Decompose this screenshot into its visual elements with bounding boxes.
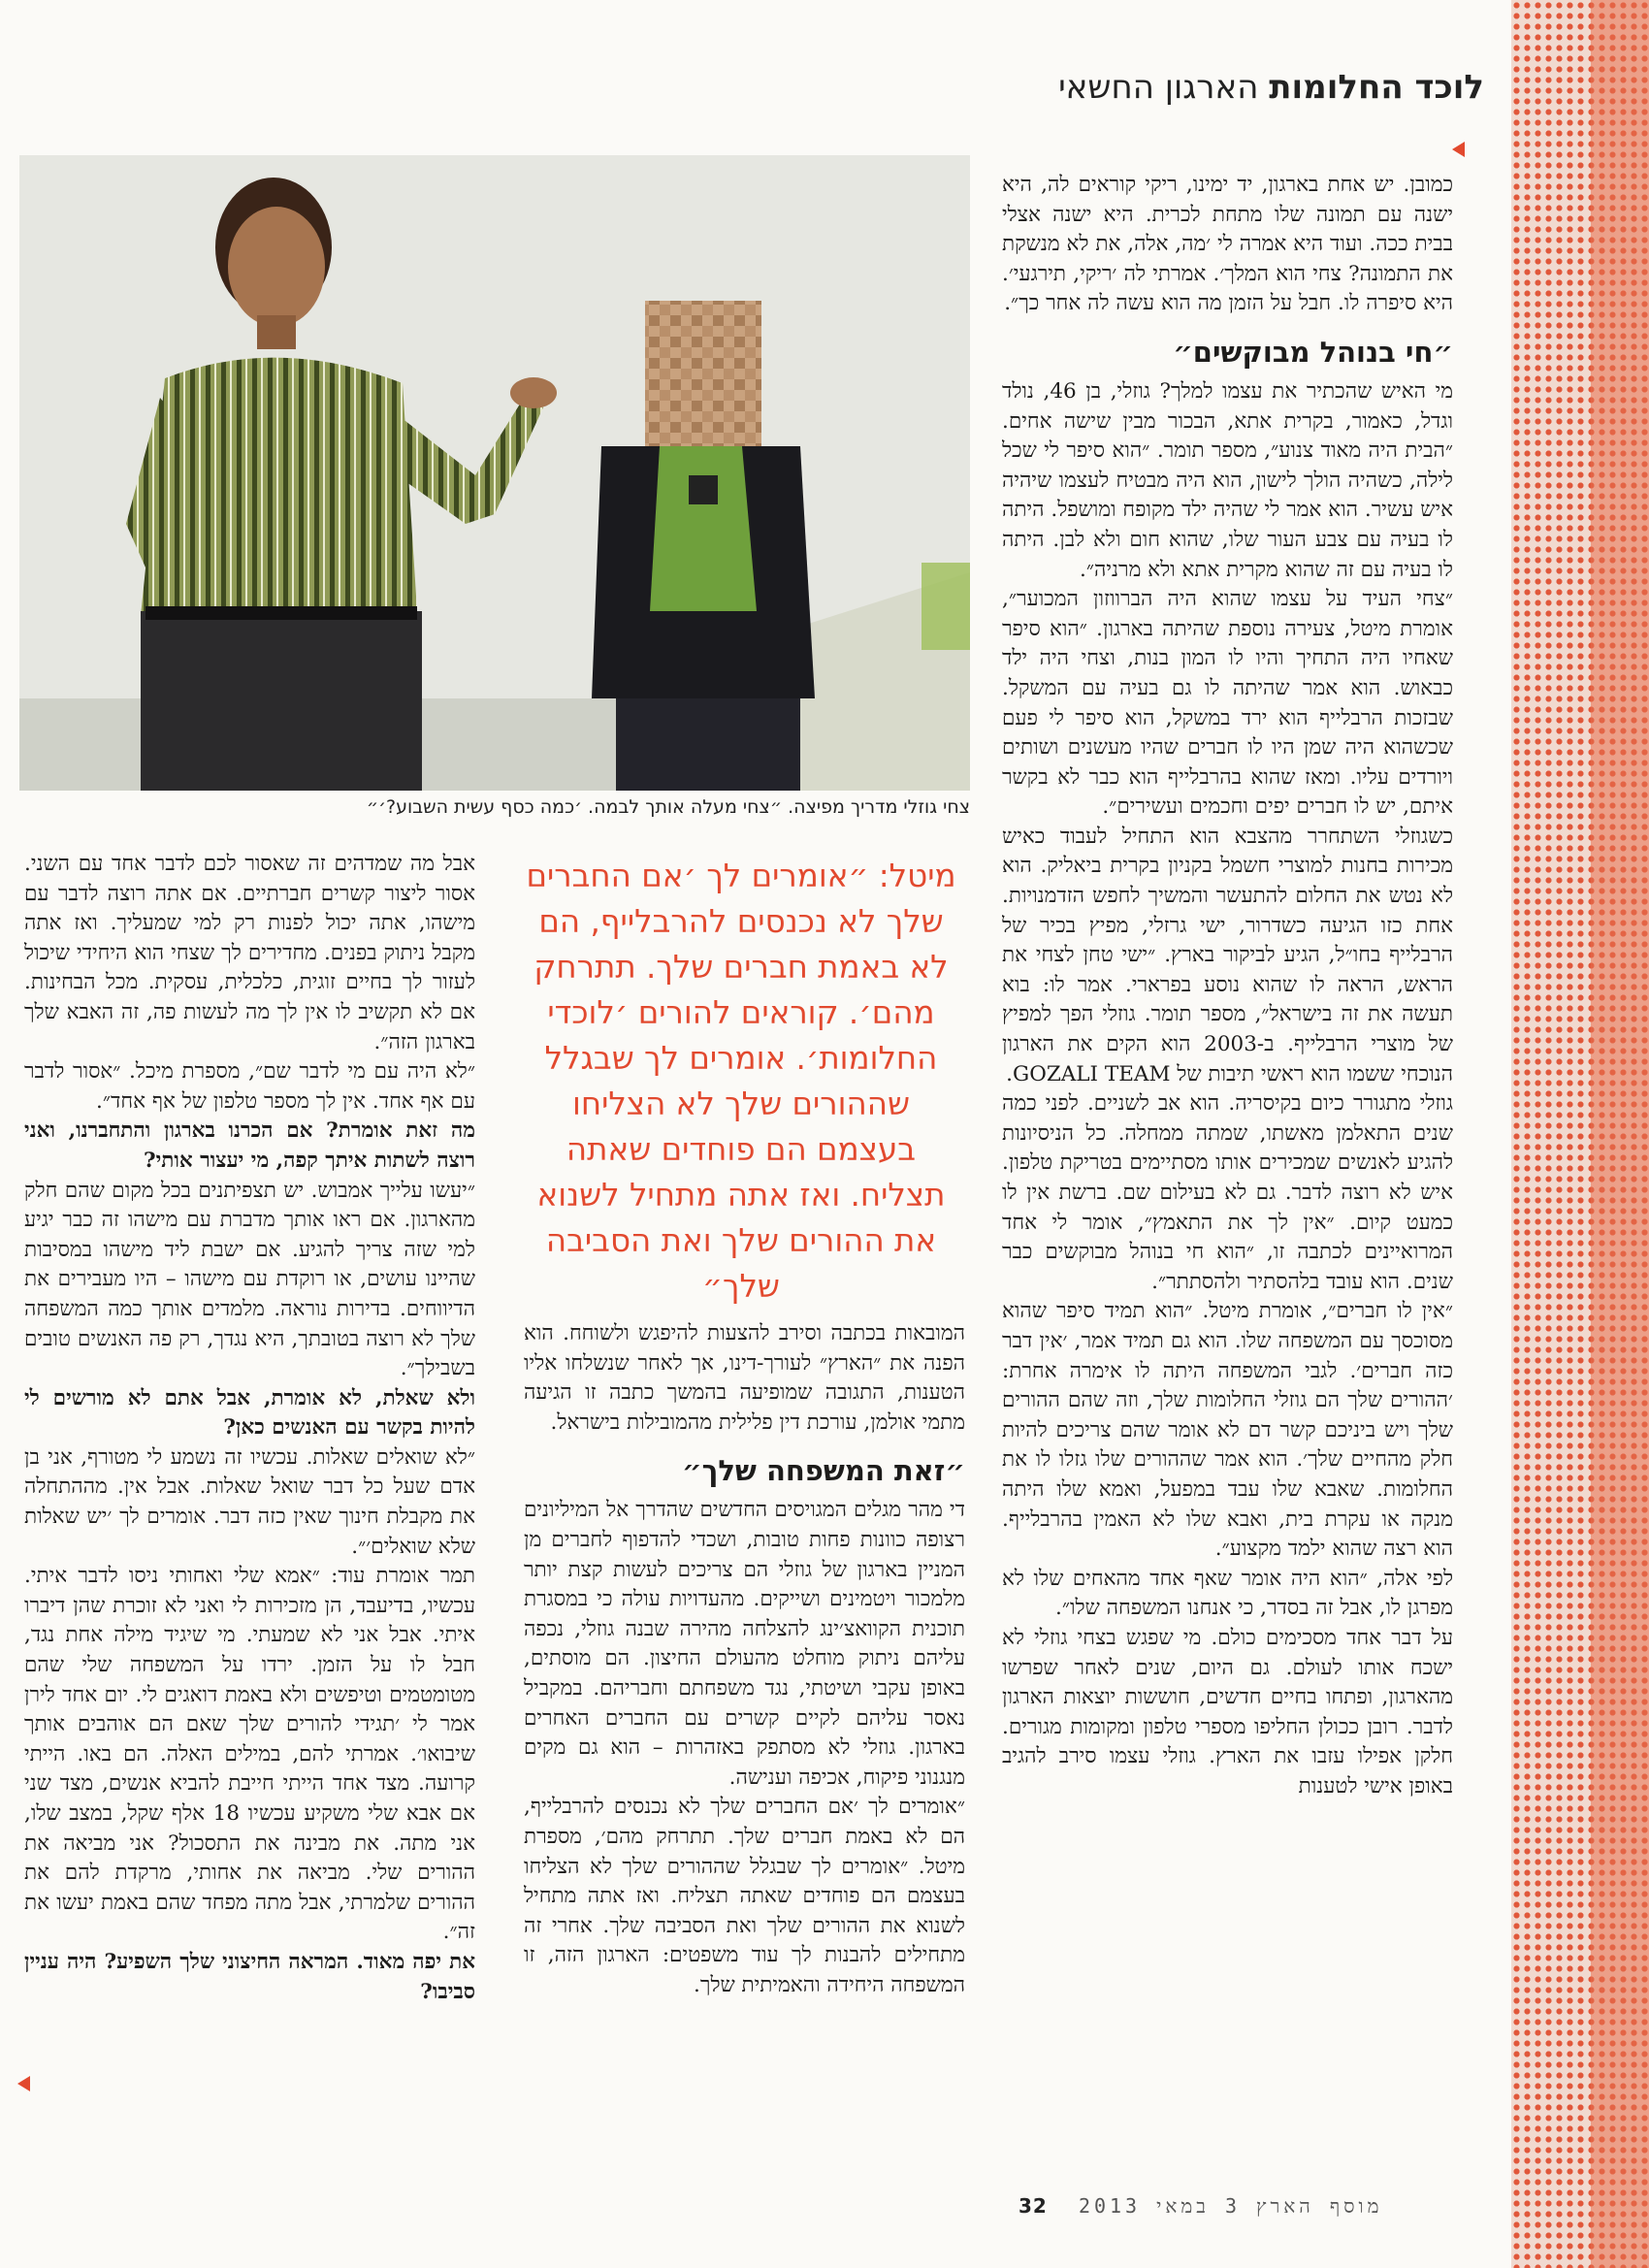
- body-paragraph: מי האיש שהכתיר את עצמו למלך? גוזלי, בן 46, נולד וגדל, כאמור, בקרית אתא, הבכור מבין שישה אחים. ״הבית היה מאוד צנוע״, מספר תומר. ״הוא סיפר לי שכל לילה, כשהיה הולך לישון, הוא היה מבטיח לעצמו שיהיה איש עשיר. הוא אמר לי שהיה ילד מקופח ומושפל. היתה לו בעיה עם צבע העור שלו, שהוא חום ולא לבן. היתה לו בעיה עם זה שהוא מקרית אתא ולא מרניה״.: [1002, 378, 1453, 582]
- body-paragraph: ״צחי העיד על עצמו שהוא היה הברווזון המכוער״, אומרת מיטל, צעירה נוספת שהיתה בארגון. ״הוא סיפר שאחיו היה התחיך והיו לו המון בנות, וצחי היה ילד כבאוש. הוא אמר שהיתה לו גם בעיה עם המשקל. שבזכות הרבלייף הוא ירד במשקל, הוא סיפר לי פעם שכשהוא היה שמן היו לו חברים שהיו מעשנים ושותים ויורדים עליו. ומאז שהוא בהרבלייף הוא כבר לא בקשר איתם, יש לו חברים יפים וחכמים ועשירים״.: [1002, 587, 1453, 820]
- page-number: 32: [1018, 2194, 1048, 2218]
- body-paragraph: די מהר מגלים המגויסים החדשים שהדרך אל המיליונים רצופה כוונות פחות טובות, ושכדי להדפוף לחברים מן המניין בארגון של גוזלי הם צריכים לעשות קצת יותר מלמכור ויטמינים ושייקים. מהעדויות עולה כי במסגרת תוכנית הקוואצ׳ינג להצלחה מהירה שבנה גוזלי, נכפה עליהם ניתוק מוחלט מהעולם החיצון. הם מוסתים, באופן עקבי ושיטתי, נגד משפחתם וחבריהם. במקביל נאסר עליהם לקיים קשרים עם החברים האחרים בארגון. גוזלי לא מסתפק באזהרות – הוא גם מקים מנגנוני פיקוח, אכיפה וענישה.: [524, 1498, 965, 1790]
- interview-question: ולא שאלת, לא אומרת, אבל אתם לא מורשים לי להיות בקשר עם האנשים כאן?: [24, 1385, 475, 1441]
- body-paragraph: תמר אומרת עוד: ״אמא שלי ואחותי ניסו לדבר איתי. עכשיו, בדיעבד, הן מזכירות לי ואני לא זוכרת שהן דיברו איתי. אבל אני לא שמעתי. מי שיגיד מילה אחת נגד, חבל לו על הזמן. ירדו על המשפחה שלי שהם מטומטמים וטיפשים ולא באמת דואגים לי. יום אחד לירן אמר לי ׳תגידי להורים שלך שאם הם אוהבים אותך שיבואו׳. אמרתי להם, במילים האלה. הם באו. הייתי קרועה. מצד אחד הייתי חייבת להביא אנשים, מצד שני אם אבא שלי משקיע עכשיו 18 אלף שקל, במצב שלו, אני מתה. את מבינה את התסכול? אני מביאה את ההורים שלי. מביאה את אחותי, מרקדת להם את ההורים שלמרתי, אבל מתה מפחד שהם באמת יעשו את זה״.: [24, 1564, 475, 1945]
- body-paragraph: ״אין לו חברים״, אומרת מיטל. ״הוא תמיד סיפר שהוא מסוכסך עם המשפחה שלו. הוא גם תמיד אמר, ׳אין דבר כזה חברים׳. לגבי המשפחה היתה לו אימרה אחרת: ׳ההורים שלך הם גוזלי החלומות שלך, וזה שהם ההורים שלך ויש ביניכם קשר דם לא אומר שהם צריכים להיות חלק מהחיים שלך׳. הוא אמר שההורים שלו גזלו לו את החלומות. שאבא שלו עבד במפעל, ואמא שלו היתה מנקה או עקרת בית, ואבא שלו לא האמין בהרבלייף. הוא רצה שהוא ילמד מקצוע״.: [1002, 1299, 1453, 1562]
- body-paragraph: כשגוזלי השתחרר מהצבא הוא התחיל לעבוד כאיש מכירות בחנות למוצרי חשמל בקניון בקרית ביאליק. הוא לא נטש את החלום להתעשר והמשיך לחפש הזדמנויות. אחת כזו הגיעה כשדרור, ישי גרזלי, מפיץ בכיר של הרבלייף בחו״ל, הגיע לביקור בארץ. ״ישי טחן לצחי את הראש, הראה לו שהוא נוסע בפרארי. אמר לו: בוא תעשה את זה בישראל״, מספר תומר. גוזלי הפך למפיץ של מוצרי הרבלייף. ב-2003 הוא הקים את הארגון הנוכחי ששמו הוא ראשי תיבות של GOZALI TEAM.: [1002, 824, 1453, 1086]
- section-marker-icon: [1452, 142, 1465, 157]
- body-paragraph: ״לא היה עם מי לדבר שם״, מספרת מיכל. ״אסור לדבר עם אף אחד. אין לך מספר טלפון של אף אחד״.: [24, 1059, 475, 1114]
- section-subhead: ״זאת המשפחה שלך״: [681, 1454, 965, 1488]
- page-footer: [1018, 2194, 1383, 2219]
- article-column-middle: [524, 1319, 965, 2154]
- header-rest: הארגון החשאי: [1058, 68, 1270, 107]
- body-paragraph: על דבר אחד מסכימים כולם. מי שפגש בצחי גוזלי לא ישכח אותו לעולם. גם היום, שנים לאחר שפרשו מהארגון, ופתחו בחיים חדשים, חוששות יוצאות הארגון לדבר. רובן ככולן החליפו מספרי טלפון ומקומות מגורים. חלקן אפילו עזבו את הארץ. גוזלי עצמו סירב להגיב באופן אישי לטענות: [1002, 1625, 1453, 1798]
- body-paragraph: גוזלי מתגורר כיום בקיסריה. הוא אב לשניים. לפני כמה שנים התאלמן מאשתו, שמתה ממחלה. כל הניסיונות להגיע לאנשים שמכירים אותו מסתיימים בטריקת טלפון. איש לא רוצה לדבר. גם לא בעילום שם. ברשת אין לו כמעט קיום. ״אין לך את התאמץ״, אומר לי אחד המרואיינים לכתבה זו, ״הוא חי בנוהל מבוקשים כבר שנים. הוא עובד בלהסתיר ולהסתתר״.: [1002, 1091, 1453, 1294]
- article-column-right: [1002, 171, 1453, 2155]
- body-paragraph: ״יעשו עלייך אמבוש. יש תצפיתנים בכל מקום שהם חלק מהארגון. אם ראו אותך מדברת עם מישהו זה כבר יגיע למי שזה צריך להגיע. אם ישבת ליד מישהו במסיבות שהיינו עושים, או רוקדת עם מישהו – היו מעבירים את הדיווחים. בדירות נוראה. מלמדים אותך כמה המשפחה שלך לא רוצה בטובתך, היא נגדך, רק פה האנשים טובים בשבילך״.: [24, 1178, 475, 1381]
- strip-shade: [1591, 0, 1649, 2268]
- interview-question: את יפה מאוד. המראה החיצוני שלך השפיע? היה עניין סביבו?: [24, 1949, 475, 2004]
- body-paragraph: כמובן. יש אחת בארגון, יד ימינו, ריקי קוראים לה, היא ישנה עם תמונה שלו מתחת לכרית. היא ישנה אצלי בבית ככה. ועוד היא אמרה לי ׳מה, אלה, את לא מנשקת את התמונה? צחי הוא המלך׳. אמרתי לה ׳ריקי, תירגעי׳. היא סיפרה לו. חבל על הזמן מה הוא עשה לה אחר כך״.: [1002, 173, 1453, 316]
- body-paragraph: ״לא שואלים שאלות. עכשיו זה נשמע לי מטורף, אני בן אדם שעל כל דבר שואל שאלות. אבל אין. מההתחלה את מקבלת חינוך שאין כזה דבר. אומרים לך ׳יש שאלות שלא שואלים׳״.: [24, 1444, 475, 1559]
- pull-quote: מיטל: ״אומרים לך ׳אם החברים שלך לא נכנסים להרבלייף, הם לא באמת חברים שלך. תתרחק מהם׳. קוראים להורים ׳לוכדי החלומות׳. אומרים לך שבגלל שההורים שלך לא הצליחו בעצמם הם פוחדים שאתה תצליח. ואז אתה מתחיל לשנוא את ההורים שלך ואת הסביבה שלך״: [526, 858, 956, 1305]
- article-photo: [19, 155, 970, 791]
- body-paragraph: ״אומרים לך ׳אם החברים שלך לא נכנסים להרבלייף, הם לא באמת חברים שלך. תתרחק מהם׳, מספרת מיטל. ״אומרים לך שבגלל שההורים שלך לא הצליחו בעצמם הם פוחדים שאתה תצליח. ואז אתה מתחיל לשנוא את ההורים שלך ואת הסביבה שלך. אחרי זה מתחילים להבנות לך עוד משפטים: הארגון הזה, זו המשפחה היחידה והאמיתית שלך.: [524, 1795, 965, 1997]
- section-subhead: ״חי בנוהל מבוקשים״: [1173, 335, 1453, 369]
- end-marker-icon: [17, 2076, 30, 2091]
- body-paragraph: לפי אלה, ״הוא היה אומר שאף אחד מהאחים שלו לא מפרגן לו, אבל זה בסדר, כי אנחנו המשפחה שלו״.: [1002, 1566, 1453, 1621]
- running-header: [1058, 68, 1484, 107]
- header-bold: לוכד החלומות: [1269, 68, 1484, 107]
- photo-caption: צחי גוזלי מדריך מפיצה. ״צחי מעלה אותך לבמה. ׳כמה כסף עשית השבוע?׳״: [366, 796, 970, 818]
- footer-publication: מוסף הארץ 3 במאי 2013: [1078, 2194, 1383, 2218]
- body-paragraph: אבל מה שמדהים זה שאסור לכם לדבר אחד עם השני. אסור ליצור קשרים חברתיים. אם אתה רוצה לדבר עם מישהו, אתה יכול לפנות רק למי שמעליך. ואז אתה מקבל ניתוק בפנים. מחדירים לך שצחי הוא היחידי שיכול לעזור לך בחיים זוגית, כלכלית, עסקית. מכל הבחינות. אם לא תקשיב לו אין לך מה לעשות פה, זה האבא שלך בארגון הזה״.: [24, 852, 475, 1054]
- body-paragraph: המובאות בכתבה וסירב להצעות להיפגש ולשוחח. הוא הפנה את ״הארץ״ לעורך-דינו, אך לאחר שנשלחו אליו הטענות, התגובה שמופיעה בהמשך כתבה זו הגיעה מתמי אולמן, עורכת דין פלילית מהמובילות בישראל.: [524, 1321, 965, 1435]
- article-column-left: [24, 850, 475, 2082]
- interview-question: מה זאת אומרת? אם הכרנו בארגון והתחברנו, ואני רוצה לשתות איתך קפה, מי יעצור אותי?: [24, 1118, 475, 1173]
- photo-illustration: [19, 155, 970, 791]
